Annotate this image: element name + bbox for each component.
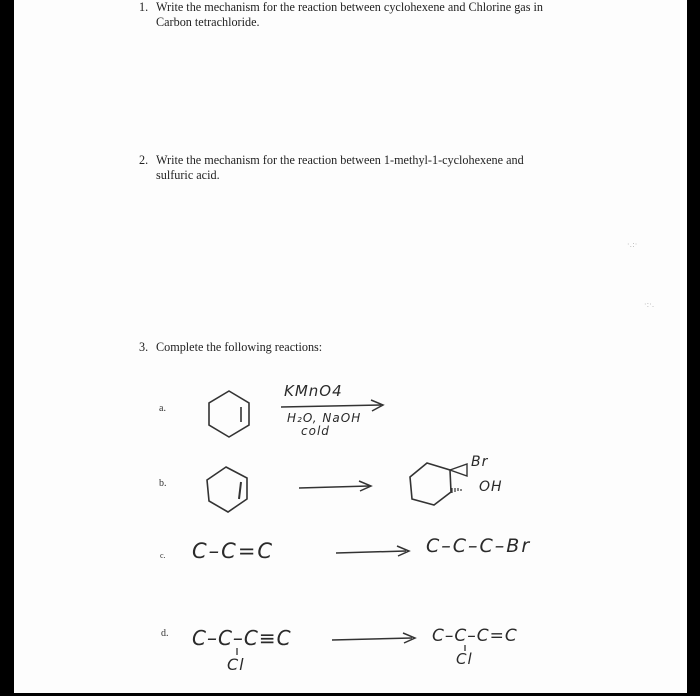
question-2-text-line1: Write the mechanism for the reaction between 1-methyl-1-cyclohexene and	[156, 153, 524, 167]
question-1-text-line1: Write the mechanism for the reaction between cyclohexene and Chlorine gas in	[156, 0, 543, 14]
reactant-d-chloro: Cl	[227, 655, 245, 674]
substituent-br: Br	[471, 454, 489, 470]
question-3-text: Complete the following reactions:	[156, 340, 323, 354]
question-3-number: 3.	[139, 340, 149, 354]
condition-cold: cold	[301, 424, 330, 438]
scan-artifact: ·:·.	[644, 300, 655, 309]
reaction-arrow-c	[334, 545, 414, 559]
reactant-d: C–C–C≡C	[192, 626, 292, 650]
reactant-c: C–C=C	[192, 539, 275, 563]
question-1	[139, 0, 679, 32]
reagent-kmno4: KMnO4	[284, 382, 343, 400]
scan-artifact: ·.:·	[627, 240, 638, 249]
reaction-arrow-b	[297, 480, 377, 494]
bromohydrin-product-structure	[407, 460, 477, 510]
product-d: C–C–C=C	[432, 626, 518, 646]
question-1-text-line2: Carbon tetrachloride.	[156, 15, 260, 29]
worksheet-page	[14, 0, 687, 693]
question-1-number: 1.	[139, 0, 149, 14]
substituent-oh: OH	[479, 479, 503, 495]
cyclohexene-structure-b	[204, 464, 254, 514]
reaction-arrow-d	[330, 632, 420, 646]
question-2	[139, 153, 679, 185]
reaction-b-label: b.	[159, 478, 167, 489]
product-d-chloro: Cl	[456, 650, 473, 668]
reaction-d-label: d.	[161, 628, 169, 639]
question-2-number: 2.	[139, 153, 149, 167]
product-c: C–C–C–Br	[426, 535, 532, 557]
reaction-a-label: a.	[159, 403, 166, 414]
question-3	[139, 340, 679, 356]
cyclohexene-structure-a	[204, 388, 254, 438]
reaction-c-label: c.	[160, 551, 166, 560]
reagent-h2o-naoh: H₂O, NaOH	[287, 411, 362, 425]
question-2-text-line2: sulfuric acid.	[156, 168, 220, 182]
